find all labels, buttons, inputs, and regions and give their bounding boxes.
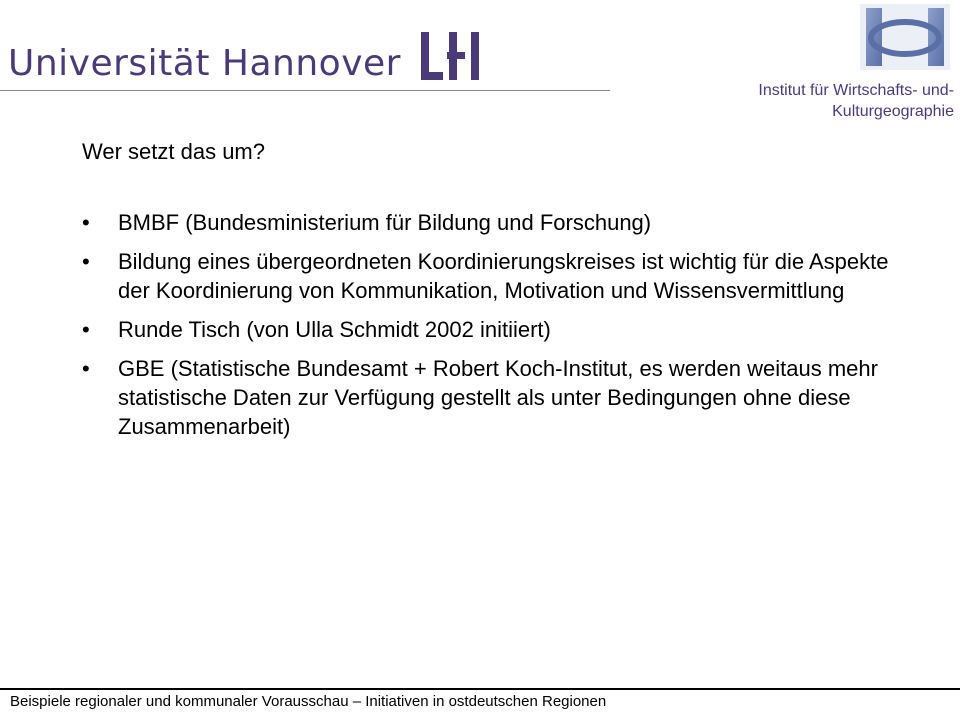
footer-text: Beispiele regionaler und kommunaler Vorausschau – Initiativen in ostdeutschen Regionen (10, 693, 607, 710)
institute-name (694, 80, 954, 122)
footer-divider (0, 688, 960, 690)
bullet-item (82, 208, 912, 237)
bullet-item (82, 315, 912, 344)
bullet-text: Runde Tisch (von Ulla Schmidt 2002 initiiert) (118, 317, 551, 342)
bullet-item (82, 247, 912, 305)
luh-logo-icon (421, 32, 491, 80)
bullet-text: GBE (Statistische Bundesamt + Robert Koch-Institut, es werden weitaus mehr statistische Daten zur Verfügung gestellt als unter Bedingungen ohne diese Zusammenarbeit) (118, 356, 878, 439)
institute-emblem-icon (860, 4, 950, 70)
bullet-symbol: • (82, 356, 90, 381)
bullet-symbol: • (82, 210, 90, 235)
institute-name-line2: Kulturgeographie (832, 103, 954, 120)
university-logo (8, 22, 491, 82)
bullet-symbol: • (82, 317, 90, 342)
bullet-text: BMBF (Bundesministerium für Bildung und Forschung) (118, 210, 652, 235)
bullet-item (82, 354, 912, 441)
institute-name-line1: Institut für Wirtschafts- und- (758, 82, 954, 99)
bullet-text: Bildung eines übergeordneten Koordinierungskreises ist wichtig für die Aspekte der Koordinierung von Kommunikation, Motivation und Wissensvermittlung (118, 249, 889, 303)
bullet-list (82, 208, 912, 451)
university-name: Universität Hannover (8, 43, 401, 84)
bullet-symbol: • (82, 249, 90, 274)
slide-title: Wer setzt das um? (82, 139, 265, 164)
header-divider (0, 90, 610, 91)
